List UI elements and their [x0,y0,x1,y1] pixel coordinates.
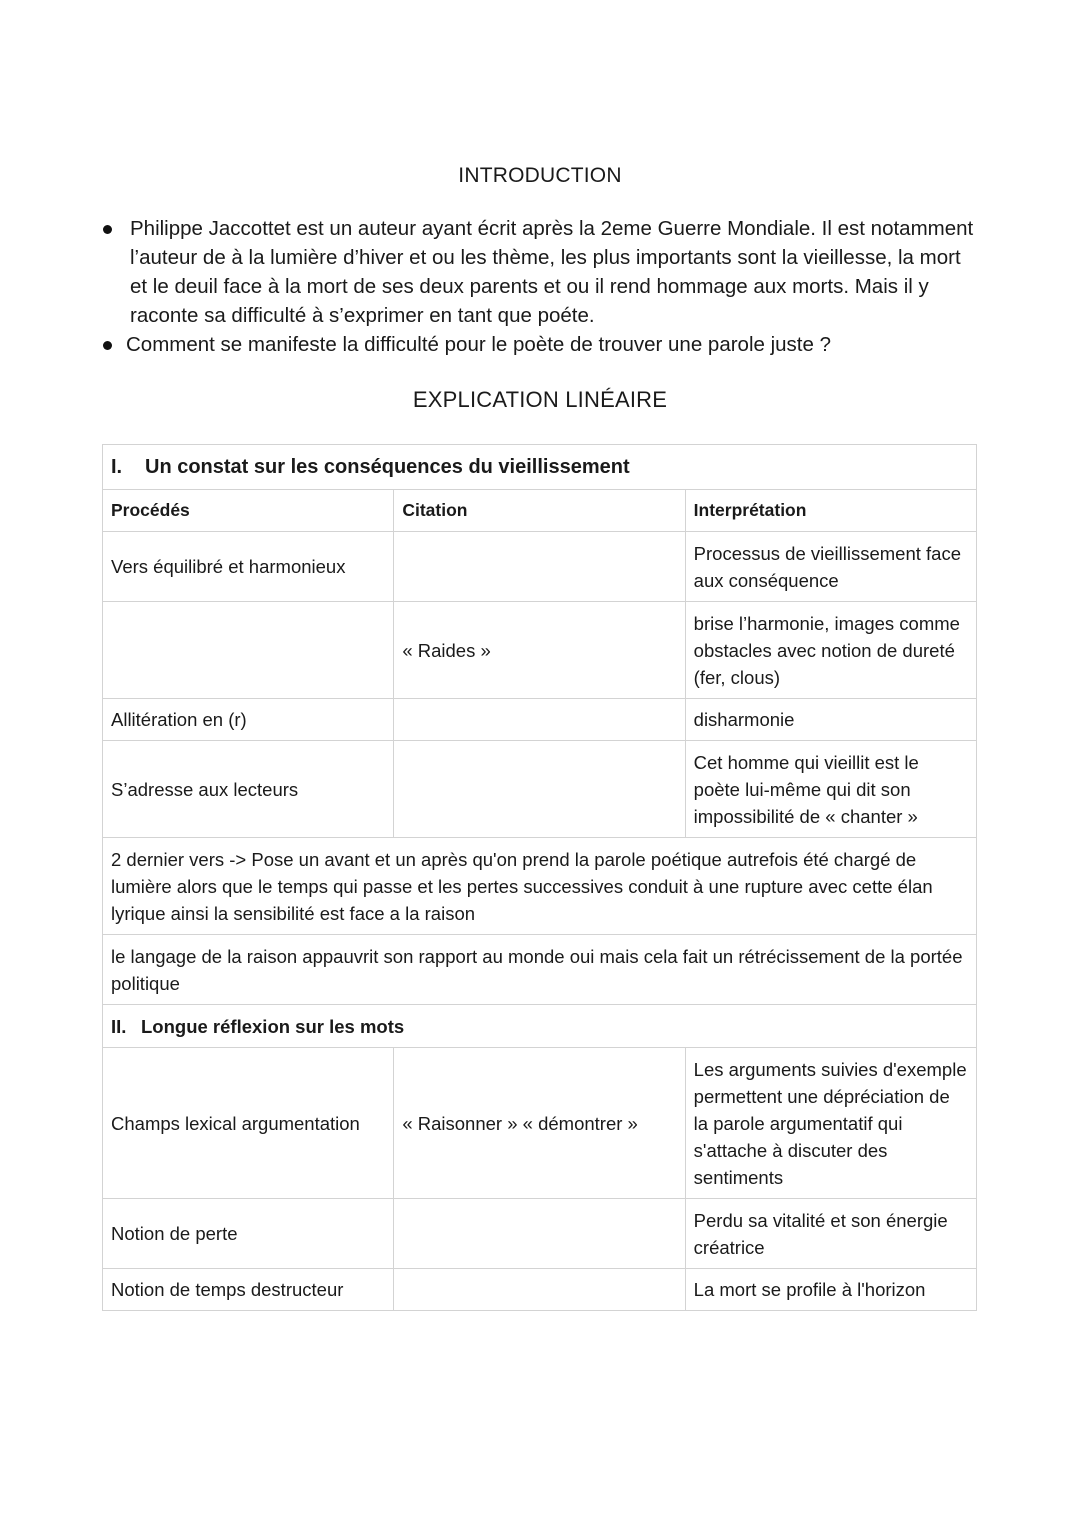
interpretation-cell: Processus de vieillissement face aux conséquence [685,532,976,602]
header-citation: Citation [394,490,685,532]
interpretation-cell: disharmonie [685,699,976,741]
section-1-heading [103,445,977,490]
table-row [103,1048,977,1199]
table-row [103,532,977,602]
section-2-number: II. [111,1015,127,1037]
intro-question-bullet: Comment se manifeste la difficulté pour le poète de trouver une parole juste ? [100,330,980,359]
table-row [103,741,977,838]
procede-cell: Vers équilibré et harmonieux [103,532,394,602]
procede-cell [103,602,394,699]
intro-bullet-list [100,214,980,359]
explication-title: EXPLICATION LINÉAIRE [412,387,668,412]
section-2-heading [103,1005,977,1048]
interpretation-cell: Cet homme qui vieillit est le poète lui-même qui dit son impossibilité de « chanter » [685,741,976,838]
citation-cell [394,1199,685,1269]
procede-cell: Notion de temps destructeur [103,1269,394,1311]
interpretation-cell: Perdu sa vitalité et son énergie créatrice [685,1199,976,1269]
interpretation-cell: Les arguments suivies d'exemple permettent une dépréciation de la parole argumentatif qui s'attache à discuter des sentiments [685,1048,976,1199]
intro-bullet: Philippe Jaccottet est un auteur ayant écrit après la 2eme Guerre Mondiale. Il est notamment l’auteur de à la lumière d’hiver et ou les thème, les plus importants sont la vieillesse, la mort et le deuil face à la mort de ses deux parents et ou il rend hommage aux morts. Mais il y raconte sa difficulté à s’exprimer en tant que poéte. [100,214,980,330]
table-row [103,1269,977,1311]
note-cell: le langage de la raison appauvrit son rapport au monde oui mais cela fait un rétrécissement de la portée politique [103,935,977,1005]
section-1-title: Un constat sur les conséquences du vieillissement [145,455,630,478]
section-2-header [103,1005,977,1048]
section-1-number: I. [111,455,123,478]
section-1-header [103,445,977,490]
citation-cell [394,699,685,741]
interpretation-cell: brise l’harmonie, images comme obstacles avec notion de dureté (fer, clous) [685,602,976,699]
note-row [103,838,977,935]
citation-cell [394,1269,685,1311]
citation-cell [394,741,685,838]
column-header-row [103,490,977,532]
table-row [103,602,977,699]
interpretation-cell: La mort se profile à l'horizon [685,1269,976,1311]
intro-title: INTRODUCTION [458,164,622,187]
note-cell: 2 dernier vers -> Pose un avant et un après qu'on prend la parole poétique autrefois été chargé de lumière alors que le temps qui passe et les pertes successives conduit à une rupture avec cette élan lyrique ainsi la sensibilité est face a la raison [103,838,977,935]
table-row [103,699,977,741]
section-2-title: Longue réflexion sur les mots [141,1015,405,1037]
procede-cell: Allitération en (r) [103,699,394,741]
procede-cell: S’adresse aux lecteurs [103,741,394,838]
header-procedes: Procédés [103,490,394,532]
citation-cell [394,532,685,602]
citation-cell: « Raides » [394,602,685,699]
table-row [103,1199,977,1269]
procede-cell: Champs lexical argumentation [103,1048,394,1199]
note-row [103,935,977,1005]
analysis-table [102,444,977,1311]
citation-cell: « Raisonner » « démontrer » [394,1048,685,1199]
procede-cell: Notion de perte [103,1199,394,1269]
header-interpretation: Interprétation [685,490,976,532]
